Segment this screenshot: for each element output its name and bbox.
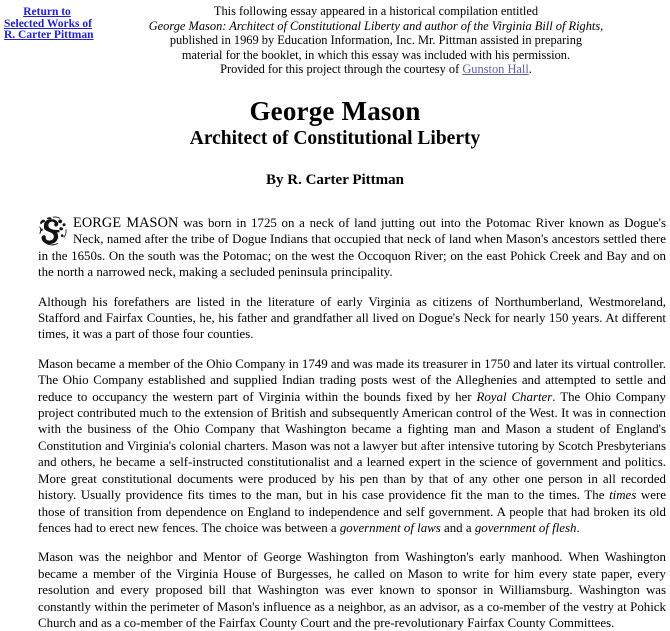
- publication-note-line-3: published in 1969 by Education Information, Inc. Mr. Pittman assisted in preparing: [169, 33, 583, 48]
- publication-note-title-italic: George Mason: Architect of Constitutional Liberty and author of the Virginia Bill of Rights,: [148, 18, 604, 33]
- author-byline: By R. Carter Pittman: [265, 172, 405, 188]
- paragraph-3-segment-5: .: [576, 520, 580, 535]
- paragraph-3-italic-royal-charter: Royal Charter: [476, 389, 553, 404]
- courtesy-suffix: .: [528, 62, 532, 77]
- paragraph-3-segment-3: were those of transition from dependence on England to independence and self government. A people that had broken its old fences had to erect new fences. The choice was between a: [38, 488, 666, 535]
- decorative-drop-cap-icon: [38, 216, 68, 246]
- paragraph-4: Mason was the neighbor and Mentor of George Washington from Washington's early manhood. When Washington became a member of the Virginia House of Burgesses, he called on Mason to write for him every state paper, every resolution and every proposed bill that Washington was ever known to sponsor in Williamsburg. Washington was constantly within the perimeter of Mason's influence as a neighbor, as an advisor, as a co-member of the vestry at Pohick Church and as a co-member of the Fairfax County Court and the pre-revolutionary Fairfax County Committees.: [38, 550, 666, 630]
- return-to-selected-works-link[interactable]: [4, 6, 94, 42]
- page-header-area: [0, 0, 670, 78]
- publication-note: [90, 4, 662, 77]
- publication-note-line-4: material for the booklet, in which this essay was included with his permission.: [181, 47, 571, 62]
- page-subtitle: Architect of Constitutional Liberty: [189, 128, 481, 149]
- paragraph-2: Although his forefathers are listed in the literature of early Virginia as citizens of Northumberland, Westmoreland, Stafford and Fairfax Counties, he, his father and grandfather all lived on Dogue's Neck for nearly 150 years. At different times, it was a part of those four counties.: [38, 294, 666, 342]
- gunston-hall-link[interactable]: Gunston Hall: [462, 62, 529, 77]
- paragraph-3-italic-government-of-laws: government of laws: [339, 520, 441, 535]
- paragraph-1-smallcaps-opening: EORGE MASON: [73, 215, 179, 231]
- essay-body: [38, 215, 668, 631]
- return-link-line-1: Return to: [23, 6, 71, 18]
- publication-note-line-1: This following essay appeared in a historical compilation entitled: [213, 4, 539, 18]
- paragraph-3-italic-government-of-flesh: government of flesh: [474, 520, 577, 535]
- paragraph-3-segment-2: . The Ohio Company project contributed much to the extension of British and subsequently American control of the West. It was in connection with the business of the Ohio Company that Washington became a fighting man and Mason a student of England's Constitution and Virginia's colonial charters. Mason was not a lawyer but after intensive tutoring by Scotch Presbyterians and others, he became a self-instructed constitutionalist and a learned expert in the science of government and politics. More great constitutional documents were produced by his pen than by that of any other one person in all recorded history. Usually providence fits times to the man, but in his case providence fit the man to the times. The: [38, 389, 666, 503]
- courtesy-prefix: Provided for this project through the courtesy of: [220, 62, 463, 77]
- page-title: George Mason: [249, 96, 421, 126]
- paragraph-3-italic-times: times: [609, 488, 637, 503]
- paragraph-3: [38, 356, 666, 536]
- paragraph-3-segment-1: Mason became a member of the Ohio Company in 1749 and was made its treasurer in 1750 and later its virtual controller. The Ohio Company established and supplied Indian trading posts west of the Alleghenies and attempted to settle and reduce to occupancy the western part of Virginia within the bounds fixed by her: [38, 356, 666, 404]
- paragraph-1: [38, 215, 666, 281]
- publication-note-courtesy-line: [90, 62, 662, 77]
- paragraph-3-segment-4: and a: [440, 520, 475, 535]
- return-link-line-3: R. Carter Pittman: [4, 29, 94, 41]
- paragraph-1-text: was born in 1725 on a neck of land jutting out into the Potomac River known as Dogue's Neck, named after the tribe of Dogue Indians that occupied that neck of land when Mason's ancestors settled there in the 1650s. On the south was the Potomac; on the west the Occoquon River; on the east Pohick Creek and Bay and on the north a narrowed neck, making a secluded peninsula principality.: [38, 216, 666, 280]
- title-block: [0, 96, 670, 189]
- return-link-line-2: Selected Works of: [4, 17, 92, 30]
